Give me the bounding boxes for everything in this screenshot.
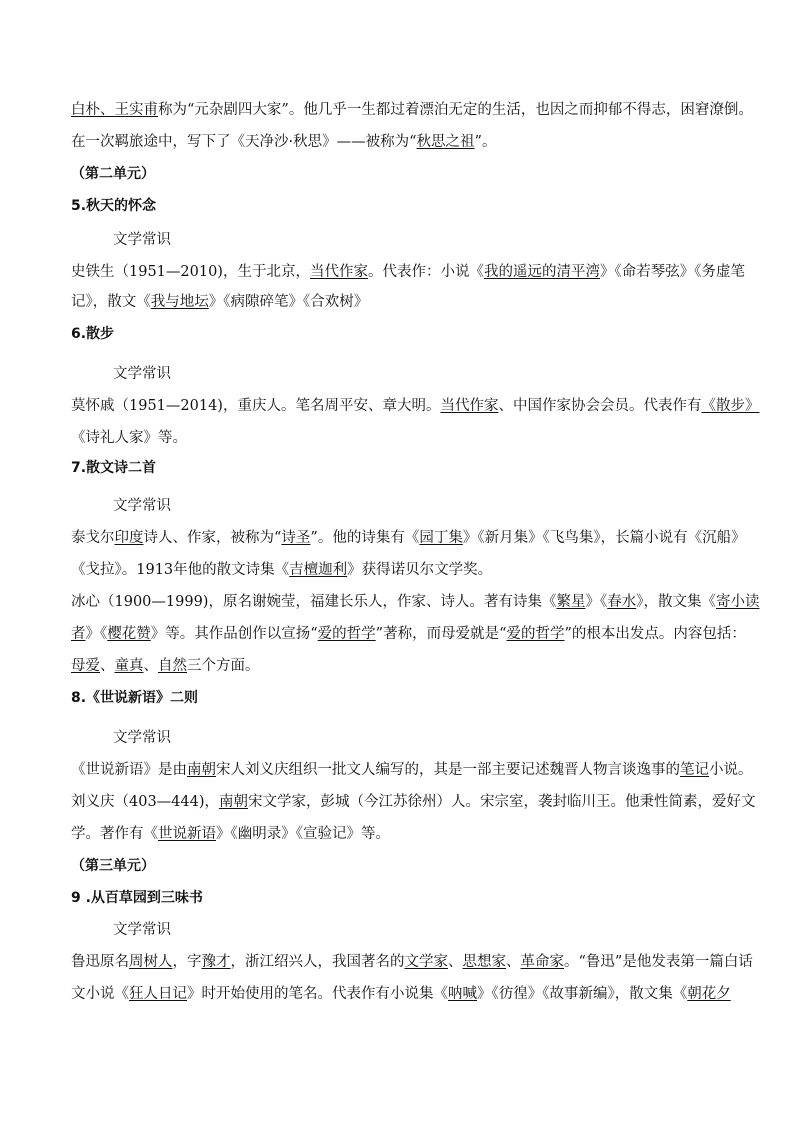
underlined-term: 园丁集 xyxy=(419,530,463,546)
text-segment: 史铁生（1951—2010)，生于北京， xyxy=(71,264,310,280)
text-segment: 诗人、作家，被称为“ xyxy=(143,530,282,546)
text-segment: 三个方面。 xyxy=(187,658,260,674)
underlined-term: 繁星 xyxy=(556,594,586,610)
underlined-term: 白朴、王实甫 xyxy=(71,102,158,118)
text-line xyxy=(71,656,731,676)
text-line xyxy=(71,560,731,580)
section-heading xyxy=(71,688,731,708)
text-segment: 8.《世说新语》二则 xyxy=(71,690,199,706)
subheading xyxy=(113,496,773,516)
underlined-term: 革命家 xyxy=(520,954,564,970)
text-segment: 文学常识 xyxy=(113,730,171,746)
text-segment: 宋文学家，彭城（今江苏徐州）人。宋宗室，袭封临川王。他秉性简素，爱好文 xyxy=(248,794,756,810)
text-segment: 》《命若琴弦》《务虚笔 xyxy=(599,264,745,280)
section-heading xyxy=(71,888,731,908)
text-segment: 、 xyxy=(143,658,158,674)
text-segment: 》《病隙碎笔》《合欢树》 xyxy=(208,294,369,310)
underlined-term: 我的遥远的清平湾 xyxy=(483,264,600,280)
text-segment: 》获得诺贝尔文学奖。 xyxy=(347,562,493,578)
text-segment: 》《彷徨》《故事新编》，散文集《 xyxy=(477,986,688,1002)
underlined-term: 呐喊 xyxy=(448,986,477,1002)
text-segment: ”的根本出发点。内容包括： xyxy=(564,626,746,642)
section-heading xyxy=(71,458,731,478)
text-segment: 《世说新语》是由 xyxy=(71,762,187,778)
text-line xyxy=(71,952,753,972)
text-line xyxy=(71,760,753,780)
underlined-term: 春水 xyxy=(607,594,637,610)
text-segment: ，字 xyxy=(172,954,202,970)
text-segment: 记》，散文《 xyxy=(71,294,151,310)
underlined-term: 自然 xyxy=(158,658,187,674)
section-heading xyxy=(71,856,731,876)
text-line xyxy=(71,984,731,1004)
section-heading xyxy=(71,196,731,216)
underlined-term: 母爱 xyxy=(71,658,100,674)
text-segment: ，浙江绍兴人，我国著名的 xyxy=(230,954,405,970)
underlined-term: 爱的哲学 xyxy=(506,626,565,642)
underlined-term: 诗圣 xyxy=(281,530,311,546)
text-segment: 宋人刘义庆组织一批文人编写的，其是一部主要记述魏晋人物言谈逸事的 xyxy=(216,762,680,778)
underlined-term: 当代作家 xyxy=(440,398,499,414)
underlined-term: 周树人 xyxy=(129,954,173,970)
underlined-term: 文学家 xyxy=(404,954,448,970)
text-segment: 刘义庆（403—444)， xyxy=(71,794,220,810)
text-line xyxy=(71,592,760,612)
text-line xyxy=(71,792,756,812)
text-segment: 9 .从百草园到三味书 xyxy=(71,890,203,906)
text-segment: 文小说《 xyxy=(71,986,129,1002)
subheading xyxy=(113,920,773,940)
underlined-term: 当代作家 xyxy=(309,264,368,280)
underlined-term: 狂人日记 xyxy=(129,986,187,1002)
text-segment: 鲁迅原名 xyxy=(71,954,129,970)
text-segment: 》等。其作品创作以宣扬“ xyxy=(150,626,318,642)
underlined-term: 者 xyxy=(71,626,86,642)
text-segment: 、 xyxy=(100,658,115,674)
text-line xyxy=(71,100,753,120)
underlined-term: 豫才 xyxy=(201,954,231,970)
underlined-term: 思想家 xyxy=(462,954,506,970)
underlined-term: 印度 xyxy=(114,530,144,546)
text-segment: （第二单元） xyxy=(71,166,155,182)
text-segment: 《戈拉》。1913年他的散文诗集《 xyxy=(71,562,290,578)
text-segment: 泰戈尔 xyxy=(71,530,115,546)
text-segment: 《诗礼人家》等。 xyxy=(71,430,187,446)
underlined-term: 寄小读 xyxy=(715,594,760,610)
text-segment: 文学常识 xyxy=(113,366,171,382)
text-line xyxy=(71,262,745,282)
underlined-term: 我与地坛 xyxy=(150,294,209,310)
text-segment: 7.散文诗二首 xyxy=(71,460,157,476)
text-line xyxy=(71,132,731,152)
underlined-term: 吉檀迦利 xyxy=(289,562,348,578)
text-segment: 在一次羁旅途中，写下了《天净沙·秋思》——被称为“ xyxy=(71,134,417,150)
text-segment: 》《新月集》《飞鸟集》，长篇小说有《沉船》 xyxy=(462,530,746,546)
text-line xyxy=(71,292,731,312)
text-segment: 学。著作有《 xyxy=(71,826,158,842)
text-segment: ”著称，而母爱就是“ xyxy=(375,626,507,642)
text-line xyxy=(71,624,746,644)
text-segment: 称为“元杂剧四大家”。他几乎一生都过着漂泊无定的生活，也因之而抑郁不得志，困窘潦倒。 xyxy=(158,102,753,118)
text-segment: 5.秋天的怀念 xyxy=(71,198,157,214)
underlined-term: 笔记 xyxy=(680,762,709,778)
text-line xyxy=(71,396,760,416)
text-line xyxy=(71,824,731,844)
text-line xyxy=(71,428,731,448)
subheading xyxy=(113,230,773,250)
underlined-term: 童真 xyxy=(114,658,144,674)
underlined-term: 南朝 xyxy=(187,762,216,778)
text-segment: 。代表作：小说《 xyxy=(367,264,484,280)
text-segment: 》，散文集《 xyxy=(636,594,716,610)
text-segment: 、 xyxy=(506,954,521,970)
text-segment: 》《 xyxy=(85,626,108,642)
text-segment: 小说。 xyxy=(709,762,753,778)
underlined-term: 南朝 xyxy=(219,794,249,810)
text-segment: 冰心（1900—1999)，原名谢婉莹，福建长乐人，作家、诗人。著有诗集《 xyxy=(71,594,557,610)
text-segment: ”。他的诗集有《 xyxy=(310,530,420,546)
text-segment: 。“鲁迅”是他发表第一篇白话 xyxy=(564,954,753,970)
text-segment: 》《幽明录》《宣验记》等。 xyxy=(216,826,390,842)
text-segment: 6.散步 xyxy=(71,326,115,342)
underlined-term: 世说新语 xyxy=(158,826,216,842)
text-segment: 、中国作家协会会员。代表作有 xyxy=(498,398,702,414)
text-segment: 、 xyxy=(448,954,463,970)
text-segment: 文学常识 xyxy=(113,922,171,938)
text-segment: 文学常识 xyxy=(113,498,171,514)
text-segment: ”。 xyxy=(474,134,497,150)
text-segment: 莫怀戚（1951—2014)，重庆人。笔名周平安、章大明。 xyxy=(71,398,441,414)
underlined-term: 樱花赞 xyxy=(107,626,151,642)
underlined-term: 《散步》 xyxy=(701,398,760,414)
section-heading xyxy=(71,324,731,344)
text-segment: 文学常识 xyxy=(113,232,171,248)
underlined-term: 爱的哲学 xyxy=(317,626,376,642)
text-segment: 》《 xyxy=(585,594,608,610)
section-heading xyxy=(71,164,731,184)
underlined-term: 朝花夕 xyxy=(687,986,731,1002)
subheading xyxy=(113,364,773,384)
text-segment: 》时开始使用的笔名。代表作有小说集《 xyxy=(187,986,448,1002)
text-line xyxy=(71,528,746,548)
underlined-term: 秋思之祖 xyxy=(416,134,475,150)
text-segment: （第三单元） xyxy=(71,858,155,874)
subheading xyxy=(113,728,773,748)
